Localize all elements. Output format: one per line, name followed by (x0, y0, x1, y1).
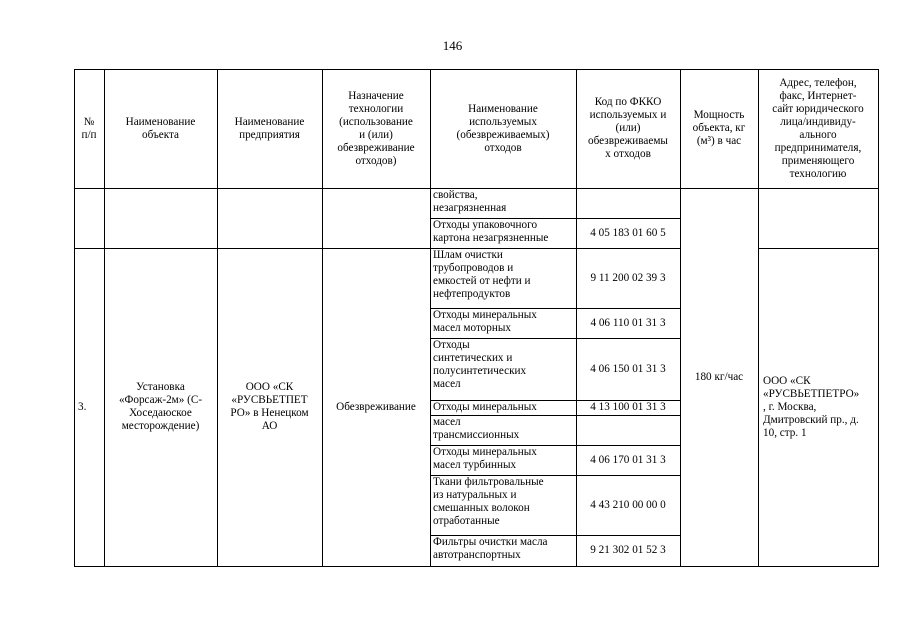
column-rule (322, 69, 323, 567)
column-rule (430, 69, 431, 567)
header-wastes: Наименование используемых (обезвреживаемых) отходов (456, 102, 550, 154)
fkko-code-cell: 9 11 200 02 39 3 (590, 271, 666, 284)
row-rule (430, 475, 680, 476)
row-rule (430, 415, 680, 416)
header-company: Наименование предприятия (234, 115, 305, 141)
row-rule (430, 338, 680, 339)
waste-cell: Отходы упаковочного картона незагрязненные (433, 219, 549, 244)
row-rule (430, 535, 680, 536)
fkko-code-cell: 4 13 100 01 31 3 (590, 401, 666, 413)
row-rule (430, 400, 680, 401)
entry-address: ООО «СК «РУСВЬЕТПЕТРО» , г. Москва, Дмитровский пр., д. 10, стр. 1 (763, 374, 860, 439)
header-object: Наименование объекта (125, 115, 196, 141)
waste-cell: Отходы синтетических и полусинтетических масел (433, 339, 527, 390)
row-rule (758, 248, 879, 249)
fkko-code-cell: 4 05 183 01 60 5 (590, 226, 666, 239)
column-rule (758, 69, 759, 567)
entry-purpose: Обезвреживание (336, 400, 416, 413)
column-rule (680, 69, 681, 567)
entry-number: 3. (78, 400, 87, 413)
waste-cell: Ткани фильтровальные из натуральных и смешанных волокон отработанные (433, 476, 544, 527)
waste-cell: Шлам очистки трубопроводов и емкостей от нефти и нефтепродуктов (433, 249, 531, 300)
column-rule (576, 69, 577, 567)
column-rule (74, 69, 75, 567)
waste-cell: Отходы минеральных масел турбинных (433, 446, 537, 471)
row-rule (430, 445, 680, 446)
entry-object: Установка «Форсаж-2м» (С- Хоседаюское месторождение) (118, 381, 203, 432)
waste-cell: Фильтры очистки масла автотранспортных (433, 536, 548, 561)
header-fkko: Код по ФККО используемых и (или) обезвреживаемы х отходов (588, 96, 668, 160)
fkko-code-cell: 4 43 210 00 00 0 (590, 498, 666, 511)
waste-cell: свойства, незагрязненная (433, 189, 507, 214)
header-capacity: Мощность объекта, кг (м³) в час (692, 109, 746, 147)
row-rule (430, 308, 680, 309)
waste-cell: масел трансмиссионных (433, 416, 520, 441)
entry-company: ООО «СК «РУСВЬЕТПЕТ РО» в Ненецком АО (230, 381, 309, 432)
fkko-code-cell: 4 06 110 01 31 3 (590, 316, 666, 329)
entry-capacity: 180 кг/час (694, 370, 744, 383)
header-num: № п/п (81, 115, 97, 141)
waste-cell: Отходы минеральных (433, 401, 537, 413)
column-rule (217, 69, 218, 567)
fkko-code-cell: 4 06 150 01 31 3 (590, 362, 666, 375)
header-address: Адрес, телефон, факс, Интернет- сайт юридического лица/индивиду- ального предпринимателя, применяющего технологию (772, 76, 864, 180)
header-purpose: Назначение технологии (использование и (или) обезвреживание отходов) (337, 89, 415, 167)
row-rule (430, 218, 680, 219)
fkko-code-cell: 9 21 302 01 52 3 (590, 544, 666, 556)
column-rule (104, 69, 105, 567)
fkko-code-cell: 4 06 170 01 31 3 (590, 453, 666, 466)
waste-cell: Отходы минеральных масел моторных (433, 309, 537, 334)
column-rule (878, 69, 879, 567)
row-rule (74, 248, 680, 249)
page-number: 146 (442, 38, 463, 53)
